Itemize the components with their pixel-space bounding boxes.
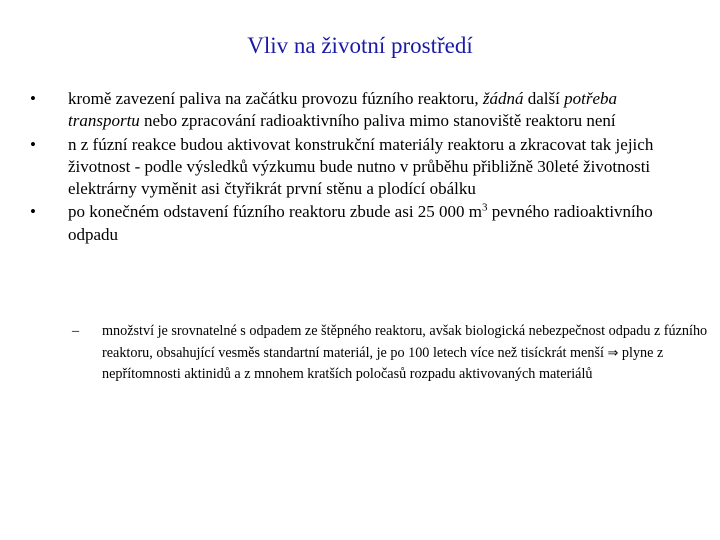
bullet-item-neutrons [30, 134, 690, 201]
bullet-item-waste [30, 201, 690, 246]
bullet-text-italic: žádná [482, 89, 528, 108]
sub-bullet-text: plyne z nepřítomnosti aktinidů a z mnohem kratších poločasů rozpadu aktivovaných materiálů [102, 344, 664, 382]
bullet-icon: • [30, 134, 36, 154]
bullet-text: kromě zavezení paliva na začátku provozu fúzního reaktoru, [68, 89, 483, 108]
slide-title: Vliv na životní prostředí [247, 33, 473, 58]
sub-bullet-item [72, 321, 720, 386]
bullet-text: pevného radioaktivního odpadu [68, 202, 653, 244]
implies-arrow-icon: ⇒ [607, 345, 619, 361]
bullet-item-transport [30, 88, 690, 133]
bullet-text: další [527, 89, 565, 108]
dash-icon: – [72, 323, 80, 339]
bullet-text: nebo zpracování radioaktivního paliva mimo stanoviště reaktoru není [139, 111, 616, 131]
bullet-text: n z fúzní reakce budou aktivovat konstrukční materiály reaktoru a zkracovat tak jejich životnost - podle výsledků výzkumu bude nutno v průběhu přibližně 30leté životnosti elektrárny vyměnit asi čtyřikrát první stěnu a plodící obálku [68, 134, 654, 199]
bullet-icon: • [30, 89, 36, 108]
sub-bullet-text: množství je srovnatelné s odpadem ze štěpného reaktoru, avšak biologická nebezpečnost odpadu z fúzního reaktoru, obsahující vesměs standartní materiál, je po 100 letech více než tisíckrát menší [102, 323, 708, 361]
bullet-icon: • [30, 202, 36, 222]
bullet-list [30, 88, 690, 247]
bullet-text: po konečném odstavení fúzního reaktoru zbude asi 25 000 m [68, 202, 483, 222]
bullet-text-italic: potřeba transportu [68, 89, 618, 131]
superscript: 3 [482, 201, 488, 214]
